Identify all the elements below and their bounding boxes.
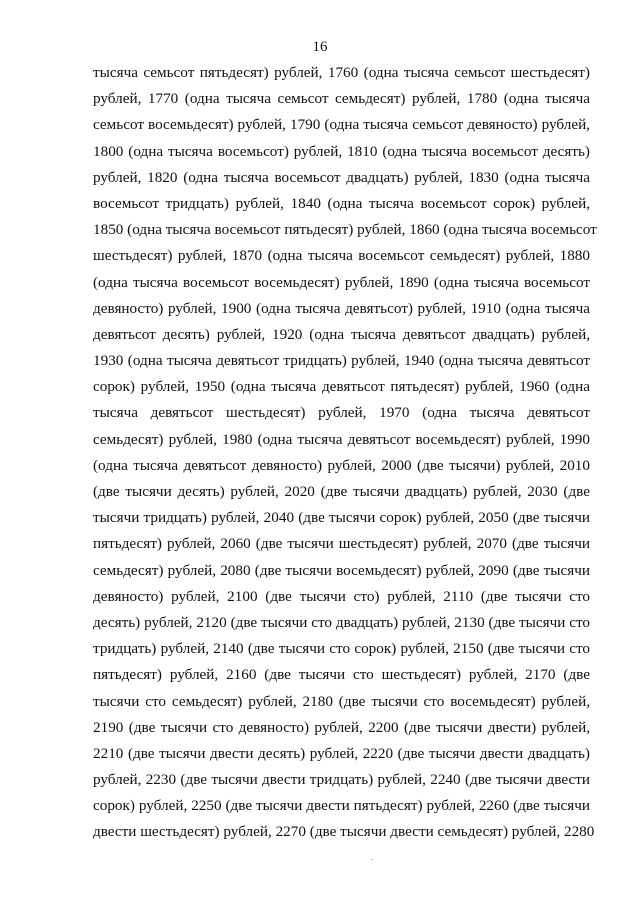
body-text: [93, 60, 597, 846]
scan-speck: [371, 859, 373, 860]
text-line-4: 1800 (одна тысяча восемьсот) рублей, 1810 (одна тысяча восемьсот десять): [93, 142, 590, 160]
text-line-3: семьсот восемьдесят) рублей, 1790 (одна тысяча семьсот девяносто) рублей,: [93, 116, 590, 134]
text-line-26: 2190 (две тысячи сто девяносто) рублей, 2200 (две тысячи двести) рублей,: [93, 718, 590, 736]
text-line-24: пятьдесят) рублей, 2160 (две тысячи сто шестьдесят) рублей, 2170 (две: [93, 666, 590, 684]
text-line-30: двести шестьдесят) рублей, 2270 (две тысячи двести семьдесят) рублей, 2280: [93, 823, 595, 841]
text-line-15: семьдесят) рублей, 1980 (одна тысяча девятьсот восемьдесят) рублей, 1990: [93, 430, 590, 448]
text-line-2: рублей, 1770 (одна тысяча семьсот семьдесят) рублей, 1780 (одна тысяча: [93, 90, 590, 108]
text-line-14: тысяча девятьсот шестьдесят) рублей, 1970 (одна тысяча девятьсот: [93, 404, 590, 422]
text-line-13: сорок) рублей, 1950 (одна тысяча девятьсот пятьдесят) рублей, 1960 (одна: [93, 378, 590, 396]
text-line-29: сорок) рублей, 2250 (две тысячи двести пятьдесят) рублей, 2260 (две тысячи: [93, 797, 590, 815]
text-line-1: тысяча семьсот пятьдесят) рублей, 1760 (одна тысяча семьсот шестьдесят): [93, 64, 590, 81]
text-line-12: 1930 (одна тысяча девятьсот тридцать) рублей, 1940 (одна тысяча девятьсот: [93, 352, 590, 370]
text-line-22: десять) рублей, 2120 (две тысячи сто двадцать) рублей, 2130 (две тысячи сто: [93, 613, 590, 631]
text-line-23: тридцать) рублей, 2140 (две тысячи сто сорок) рублей, 2150 (две тысячи сто: [93, 640, 590, 658]
text-line-10: девяносто) рублей, 1900 (одна тысяча девятьсот) рублей, 1910 (одна тысяча: [93, 299, 590, 317]
text-line-27: 2210 (две тысячи двести десять) рублей, 2220 (две тысячи двести двадцать): [93, 744, 590, 762]
text-line-25: тысячи сто семьдесят) рублей, 2180 (две тысячи сто восемьдесят) рублей,: [93, 692, 590, 710]
text-line-20: семьдесят) рублей, 2080 (две тысячи восемьдесят) рублей, 2090 (две тысячи: [93, 561, 590, 579]
text-line-18: тысячи тридцать) рублей, 2040 (две тысячи сорок) рублей, 2050 (две тысячи: [93, 509, 590, 527]
text-line-5: рублей, 1820 (одна тысяча восемьсот двадцать) рублей, 1830 (одна тысяча: [93, 168, 590, 186]
text-line-6: восемьсот тридцать) рублей, 1840 (одна тысяча восемьсот сорок) рублей,: [93, 194, 590, 212]
text-line-28: рублей, 2230 (две тысячи двести тридцать) рублей, 2240 (две тысячи двести: [93, 771, 590, 789]
text-line-16: (одна тысяча девятьсот девяносто) рублей, 2000 (две тысячи) рублей, 2010: [93, 456, 590, 474]
text-line-11: девятьсот десять) рублей, 1920 (одна тысяча девятьсот двадцать) рублей,: [93, 325, 590, 343]
text-line-17: (две тысячи десять) рублей, 2020 (две тысячи двадцать) рублей, 2030 (две: [93, 483, 590, 500]
text-line-7: 1850 (одна тысяча восемьсот пятьдесят) рублей, 1860 (одна тысяча восемьсот: [93, 221, 597, 239]
text-line-19: пятьдесят) рублей, 2060 (две тысячи шестьдесят) рублей, 2070 (две тысячи: [93, 535, 590, 553]
text-line-9: (одна тысяча восемьсот восемьдесят) рублей, 1890 (одна тысяча восемьсот: [93, 273, 590, 291]
text-line-8: шестьдесят) рублей, 1870 (одна тысяча восемьсот семьдесят) рублей, 1880: [93, 247, 590, 265]
text-line-21: девяносто) рублей, 2100 (две тысячи сто) рублей, 2110 (две тысячи сто: [93, 587, 590, 605]
page-number: 16: [312, 39, 328, 55]
